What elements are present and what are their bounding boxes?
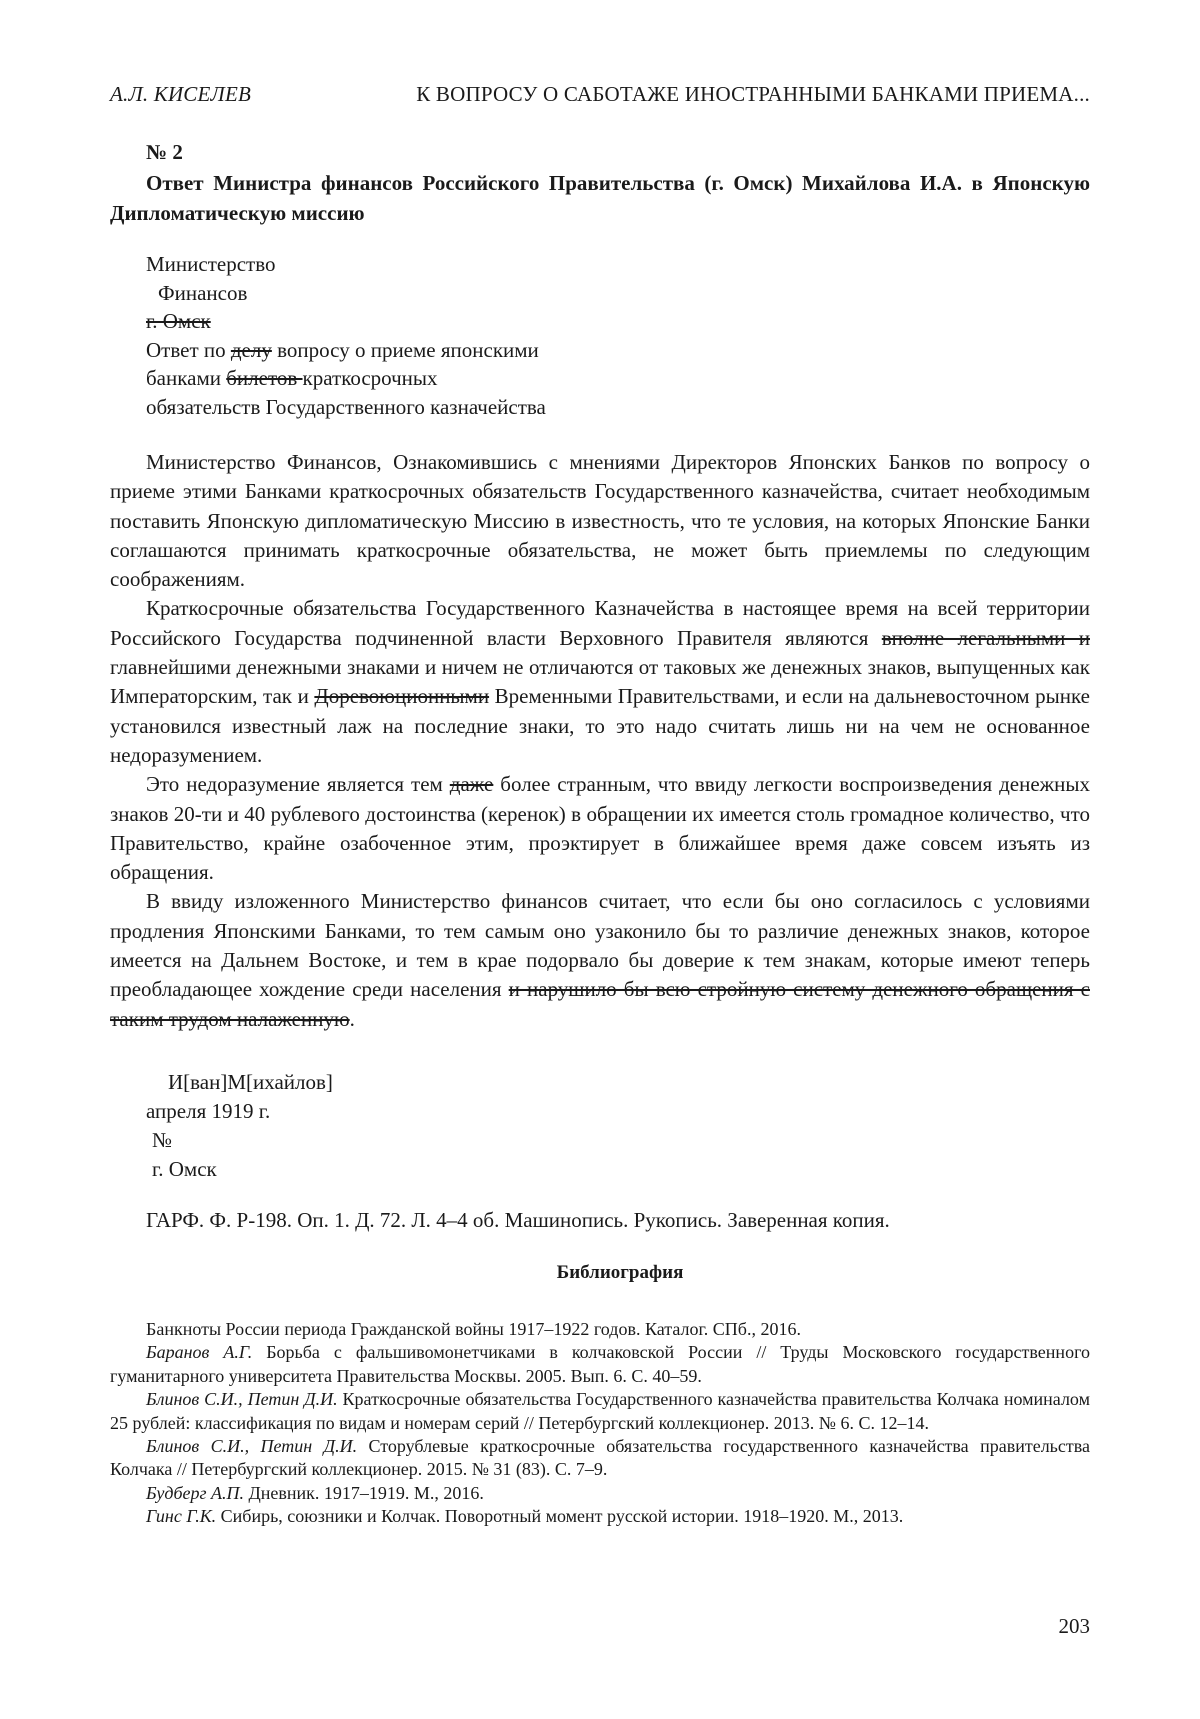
signature-block [146,1068,333,1184]
bibliography-entry: Блинов С.И., Петин Д.И. Сторублевые краткосрочные обязательства государственного казначейства правительства Колчака // Петербургский коллекционер. 2015. № 31 (83). С. 7–9. [110,1436,1090,1480]
body-paragraph-1: Министерство Финансов, Ознакомившись с мнениями Директоров Японских Банков по вопросу о приеме этими Банками краткосрочных обязательств Государственного казначейства, считает необходимым поставить Японскую дипломатическую Миссию в известность, что те условия, на которых Японские Банки соглашаются принимать краткосрочные обязательства, не может быть приемлемы по следующим соображениям. [110,450,1090,592]
letterhead [146,250,546,421]
struck-text: делу [230,337,272,362]
struck-text: билетов [226,366,303,390]
struck-text: и нарушило бы всю стройную систему денежного обращения с таким трудом налаженную [110,977,1090,1031]
struck-text: Доревоюционными [314,684,490,709]
bibliography-heading: Библиография [556,1262,684,1283]
letterhead-line-2: Финансов [158,280,248,305]
bibliography-entry: Блинов С.И., Петин Д.И. Краткосрочные обязательства Государственного казначейства правительства Колчака номиналом 25 рублей: классификация по видам и номерам серий // Петербургский коллекционер. 2013. № 6. С. 12–14. [110,1389,1090,1433]
bibliography-entry: Банкноты России периода Гражданской войны 1917–1922 годов. Каталог. СПб., 2016. [146,1319,801,1339]
letterhead-line-6: обязательств Государственного казначейства [146,394,546,419]
running-header [110,82,1090,107]
signature-city: г. Омск [152,1157,217,1181]
body-paragraph-2: Краткосрочные обязательства Государственного Казначейства в настоящее время на всей территории Российского Государства подчиненной власти Верховного Правителя являются вполне легальными и главнейшими денежными знаками и ничем не отличаются от таковых же денежных знаков, выпущенных как Императорским, так и Доревоюционными Временными Правительствами, и если на дальневосточном рынке установился известный лаж на последние знаки, то это надо считать лишь ни на чем не основанное недоразумением. [110,596,1090,767]
letterhead-line-3 [146,307,546,336]
bibliography-entry: Будберг А.П. Дневник. 1917–1919. М., 2016. [146,1482,484,1503]
struck-text: даже [449,772,494,797]
bibliography-list [110,1318,1090,1529]
document-number: № 2 [146,140,183,164]
letterhead-line-4: Ответ по делу вопросу о приеме японскими [146,337,539,362]
header-title: К ВОПРОСУ О САБОТАЖЕ ИНОСТРАННЫМИ БАНКАМИ ПРИЕМА... [416,82,1090,106]
signature-name: И[ван]М[ихайлов] [168,1070,333,1094]
document-title: Ответ Министра финансов Российского Правительства (г. Омск) Михайлова И.А. в Японскую Дипломатическую миссию [110,171,1090,225]
body-paragraph-4: В ввиду изложенного Министерство финансов считает, что если бы оно согласилось с условиями продления Японскими Банками, то тем самым оно узаконило бы то различие денежных знаков, которое имеется на Дальнем Востоке, и тем в крае подорвало бы доверие к тем знакам, которые имеют теперь преобладающее хождение среди населения и нарушило бы всю стройную систему денежного обращения с таким трудом налаженную. [110,889,1090,1031]
archive-reference: ГАРФ. Ф. Р-198. Оп. 1. Д. 72. Л. 4–4 об. Машинопись. Рукопись. Заверенная копия. [146,1208,890,1232]
body-paragraph-3: Это недоразумение является тем даже более странным, что ввиду легкости воспроизведения денежных знаков 20-ти и 40 рублевого достоинства (керенок) в обращении их имеется столь громадное количество, что Правительство, крайне озабоченное этим, проэктирует в ближайшее время даже совсем изъять из обращения. [110,772,1090,885]
page-number: 203 [1058,1614,1090,1638]
struck-text: вполне легальными и [881,625,1090,650]
letterhead-line-1: Министерство [146,252,276,276]
letterhead-line-5: банками билетов краткосрочных [146,366,438,390]
struck-text: г. Омск [146,309,211,333]
signature-date: апреля 1919 г. [146,1099,271,1123]
bibliography-entry: Гинс Г.К. Сибирь, союзники и Колчак. Поворотный момент русской истории. 1918–1920. М., 2013. [146,1506,904,1527]
header-author: А.Л. КИСЕЛЕВ [110,82,252,106]
bibliography-entry: Баранов А.Г. Борьба с фальшивомонетчиками в колчаковской России // Труды Московского государственного гуманитарного университета Правительства Москвы. 2005. Вып. 6. С. 40–59. [110,1342,1090,1386]
letter-body [110,448,1090,1034]
signature-number: № [152,1128,173,1152]
